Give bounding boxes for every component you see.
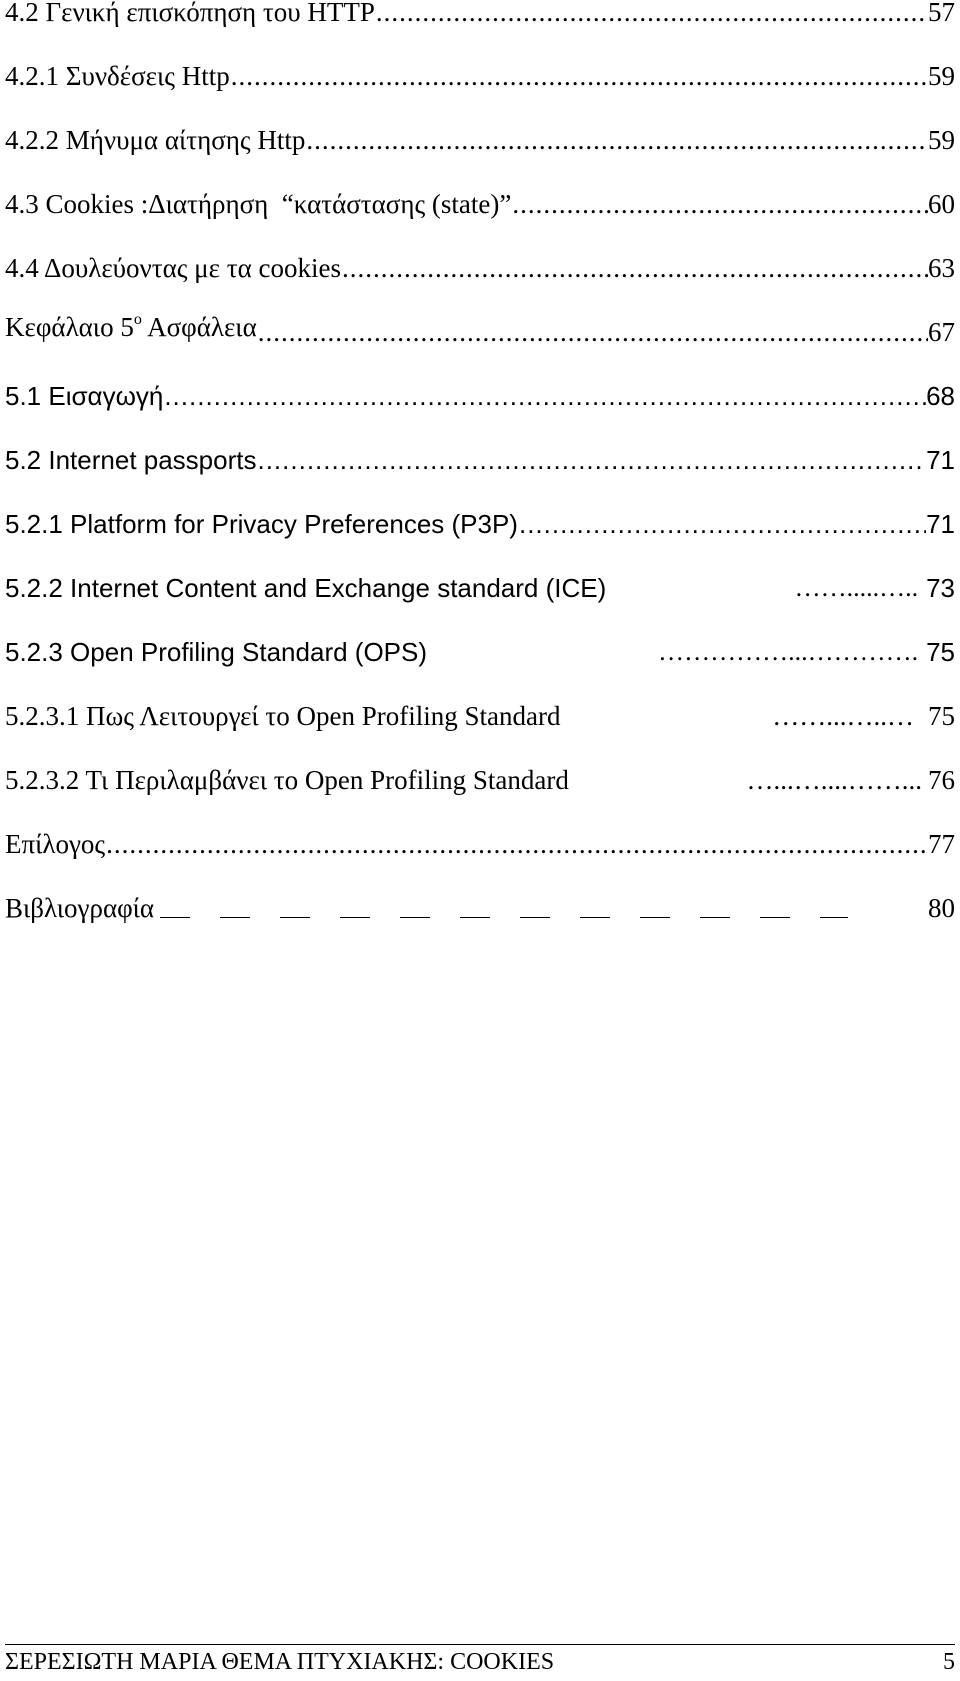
toc-entry-title: 5.2.3.2 Τι Περιλαμβάνει το Open Profiling Standard — [5, 765, 569, 795]
dot-leader — [163, 374, 926, 418]
footer-page-number: 5 — [943, 1649, 955, 1675]
chapter-label: Κεφάλαιο 5 — [5, 312, 134, 342]
leader-text: ……...…..… — [772, 701, 914, 731]
leader-dash — [640, 917, 670, 918]
toc-entry[interactable] — [5, 886, 955, 930]
dot-leader — [341, 246, 928, 290]
ordinal-superscript: ο — [133, 311, 142, 328]
toc-page-number: 76 — [928, 765, 955, 795]
toc-entry[interactable] — [5, 182, 955, 226]
chapter-title: Ασφάλεια — [141, 312, 257, 342]
page-footer — [5, 1644, 955, 1681]
leader-dash — [760, 917, 790, 918]
toc-entry-title: 5.2.3 Open Profiling Standard (OPS) — [5, 637, 428, 667]
toc-entry[interactable] — [5, 630, 955, 674]
leader-dash — [160, 917, 190, 918]
toc-entry[interactable] — [5, 118, 955, 162]
leader-dash — [700, 917, 730, 918]
dot-leader — [511, 182, 928, 226]
toc-entry[interactable] — [5, 310, 955, 354]
toc-page-number: 80 — [928, 893, 955, 923]
toc-entry-title: 5.1 Εισαγωγή — [5, 381, 164, 411]
toc-page-number: 59 — [928, 61, 955, 91]
toc-page-number: 59 — [928, 125, 955, 155]
toc-page-number: 71 — [926, 445, 955, 475]
toc-entry[interactable] — [5, 566, 955, 610]
dot-leader — [375, 0, 928, 34]
toc-entry[interactable] — [5, 694, 955, 738]
leader-text: …...…....……... — [746, 765, 922, 795]
toc-entry-title: 4.2.1 Συνδέσεις Http — [5, 61, 230, 91]
toc-page-number: 75 — [926, 637, 955, 667]
toc-entry-title: 5.2 Internet passports — [5, 445, 257, 475]
dot-leader — [518, 502, 926, 546]
toc-entry[interactable] — [5, 246, 955, 290]
dot-leader — [256, 438, 926, 482]
toc-entry-title: 4.2.2 Μήνυμα αίτησης Http — [5, 125, 306, 155]
leader-text: …….....….. — [794, 573, 919, 602]
toc-entry-title: 4.4 Δουλεύοντας με τα cookies — [5, 253, 341, 283]
leader-dash — [220, 917, 250, 918]
toc-entry[interactable] — [5, 374, 955, 418]
footer-text: ΣΕΡΕΣΙΩΤΗ ΜΑΡΙΑ ΘΕΜΑ ΠΤΥΧΙΑΚΗΣ: COOKIES — [5, 1649, 555, 1675]
toc-page-number: 73 — [926, 573, 955, 603]
toc-entry[interactable] — [5, 822, 955, 866]
toc-page-number: 60 — [928, 189, 955, 219]
toc-entry[interactable] — [5, 502, 955, 546]
toc-page-number: 68 — [926, 381, 955, 411]
toc-entry-title: 5.2.2 Internet Content and Exchange standard (ICE) — [5, 573, 607, 603]
leader-dash — [580, 917, 610, 918]
toc-entry-title: 4.3 Cookies :Διατήρηση “κατάστασης (state)” — [5, 189, 512, 219]
dot-leader — [105, 822, 928, 866]
toc-page-number: 63 — [928, 253, 955, 283]
toc-page-number: 57 — [928, 0, 955, 27]
leader-text: ……………...…………. — [658, 637, 919, 666]
dot-leader — [230, 54, 928, 98]
dot-leader — [257, 310, 928, 354]
leader-dash — [280, 917, 310, 918]
toc-page-number: 77 — [928, 829, 955, 859]
leader-dash — [820, 917, 848, 918]
leader-dash — [400, 917, 430, 918]
leader-dash — [520, 917, 550, 918]
dash-leader — [160, 886, 924, 930]
leader-dash — [340, 917, 370, 918]
toc-entry[interactable] — [5, 758, 955, 802]
toc-page-number: 71 — [926, 509, 955, 539]
toc-entry-title: Βιβλιογραφία — [5, 893, 155, 923]
toc-entry-title: Επίλογος — [5, 829, 106, 859]
leader-dash — [460, 917, 490, 918]
toc-entry[interactable] — [5, 54, 955, 98]
toc-entry[interactable] — [5, 0, 955, 34]
dot-leader — [305, 118, 928, 162]
toc-entry-title: 5.2.1 Platform for Privacy Preferences (P3P) — [5, 509, 518, 539]
toc-page-number: 75 — [928, 701, 955, 731]
toc-entry-title — [5, 310, 257, 354]
toc-entry-title: 4.2 Γενική επισκόπηση του HTTP — [5, 0, 375, 27]
toc-page-number: 67 — [928, 317, 955, 347]
toc-entry[interactable] — [5, 438, 955, 482]
toc-entry-title: 5.2.3.1 Πως Λειτουργεί το Open Profiling Standard — [5, 701, 561, 731]
